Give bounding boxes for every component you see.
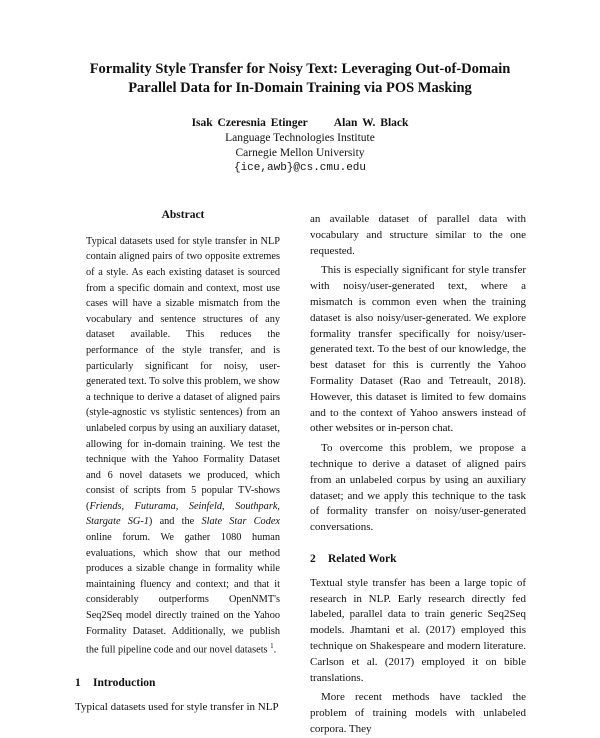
title-line-2: Parallel Data for In-Domain Training via POS Masking xyxy=(128,80,472,96)
intro-first-line: Typical datasets used for style transfer in NLP xyxy=(75,701,279,714)
intro-title: Introduction xyxy=(93,677,156,690)
related-number: 2 xyxy=(310,552,316,565)
author-names xyxy=(40,116,560,131)
intro-heading xyxy=(75,676,291,692)
right-paragraph-0: an available dataset of parallel data with vocabulary and structure similar to the one requested. xyxy=(310,213,526,257)
abstract-text-1: Typical datasets used for style transfer in NLP contain aligned pairs of two opposite extremes of a style. As each existing dataset is sourced from a specific domain and context, most use cases will have a sizable mismatch from the vocabulary and sentence structures of any dataset available. This reduces the performance of the style transfer, and is particularly significant for noisy, user-generated text. To solve this problem, we show a technique to derive a dataset of aligned pairs (style-agnostic vs stylistic sentences) from an unlabeled corpus by using an auxiliary dataset, allowing for in-domain training. We test the technique with the Yahoo Formality Dataset and 6 novel datasets we produced, which consist of scripts from 5 popular TV-shows ( xyxy=(86,235,280,512)
author-block xyxy=(40,116,560,176)
abstract-final-period: . xyxy=(273,644,277,656)
author-2: Alan W. Black xyxy=(333,117,409,129)
intro-cut xyxy=(75,700,291,714)
paper-title xyxy=(40,60,560,98)
abstract-heading: Abstract xyxy=(161,209,205,221)
author-email: {ice,awb}@cs.cmu.edu xyxy=(233,162,367,174)
abstract-paragraph xyxy=(86,234,280,658)
related-title: Related Work xyxy=(328,552,397,565)
left-column xyxy=(75,208,291,714)
title-line-1: Formality Style Transfer for Noisy Text: Leveraging Out-of-Domain xyxy=(89,61,511,77)
related-work-heading xyxy=(310,552,526,568)
affiliation-1: Language Technologies Institute xyxy=(225,132,375,144)
abstract-shows: Friends, Futurama, Seinfeld, Southpark, Stargate SG-1 xyxy=(86,500,280,528)
right-paragraph-4: More recent methods have tackled the problem of training models with unlabeled corpora. They xyxy=(310,691,526,735)
footnote-marker: 1 xyxy=(270,642,274,651)
right-paragraph-2: To overcome this problem, we propose a technique to derive a dataset of aligned pairs from an unlabeled corpus by using an auxiliary dataset; and we apply this technique to the task of formality transfer on noisy/user-generated conversations. xyxy=(310,442,526,534)
right-paragraph-3: Textual style transfer has been a large topic of research in NLP. Early research directly fed labeled, parallel data to train generic Seq2Seq models. Jhamtani et al. (2017) employed this technique on Shakespeare and modern literature. Carlson et al. (2017) employed it on bible translations. xyxy=(310,576,526,684)
right-column xyxy=(310,208,526,738)
abstract-body xyxy=(75,234,291,658)
abstract-forum: Slate Star Codex xyxy=(201,516,280,528)
abstract-text-2: ) and the xyxy=(148,516,202,528)
intro-number: 1 xyxy=(75,677,81,690)
affiliation-2: Carnegie Mellon University xyxy=(235,147,365,159)
abstract-text-3: online forum. We gather 1080 human evaluations, which show that our method produces a sizable change in formality while maintaining fluency and context; and that it considerably outperforms OpenNMT's Seq2Seq model directly trained on the Yahoo Formality Dataset. Additionally, we publish the full pipeline code and our novel datasets xyxy=(86,532,280,656)
right-paragraph-1: This is especially significant for style transfer with noisy/user-generated text, where a mismatch is common even when the training dataset is also noisy/user-generated. We explore formality transfer specifically for noisy/user-generated text. To the best of our knowledge, the best dataset for this is currently the Yahoo Formality Dataset (Rao and Tetreault, 2018). However, this dataset is limited to few domains and to the context of Yahoo answers instead of other websites or in-person chat. xyxy=(310,264,526,435)
author-1: Isak Czeresnia Etinger xyxy=(191,117,308,129)
